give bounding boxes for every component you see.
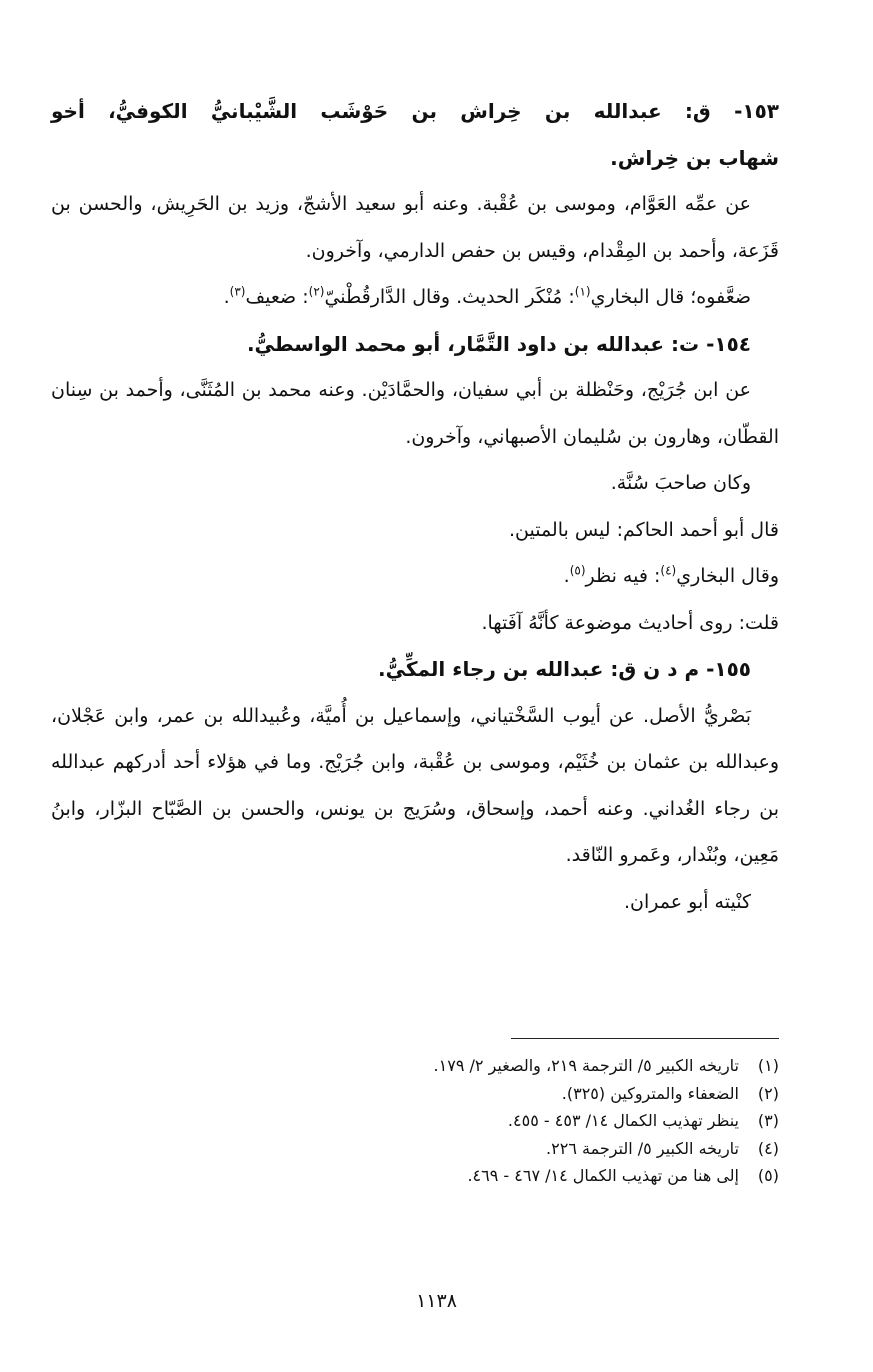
entry-154-paragraph-4 — [51, 553, 779, 600]
footnote-text: الضعفاء والمتروكين (٣٢٥). — [561, 1083, 739, 1103]
entry-153-p2-part-b: : مُنْكَر الحديث. وقال الدَّارقُطْنيّ — [324, 286, 575, 308]
footnote-divider — [511, 1038, 779, 1039]
footnote-text: إلى هنا من تهذيب الكمال ١٤/ ٤٦٧ - ٤٦٩. — [467, 1166, 739, 1185]
page-number: ١١٣٨ — [416, 1290, 457, 1312]
entry-153-p2-part-c: : ضعيف — [245, 286, 309, 308]
entry-154-paragraph-3: قال أبو أحمد الحاكم: ليس بالمتين. — [508, 518, 779, 541]
entry-153-heading-line2: شهاب بن خِراش. — [610, 145, 779, 170]
footnotes — [51, 1052, 779, 1190]
entry-155-heading: ١٥٥- م د ن ق: عبدالله بن رجاء المكِّيُّ. — [378, 657, 751, 681]
footnote-text: ينظر تهذيب الكمال ١٤/ ٤٥٣ - ٤٥٥. — [507, 1111, 739, 1130]
footnote-4 — [51, 1135, 779, 1163]
footnote-text: تاريخه الكبير ٥/ الترجمة ٢٢٦. — [546, 1138, 739, 1158]
footnote-ref-3: (٣) — [229, 284, 246, 299]
footnote-number: (٤) — [757, 1138, 779, 1158]
entry-153-paragraph-1: عن عمِّه العَوَّام، وموسى بن عُقْبة. وعنه أبو سعيد الأشجّ، وزيد بن الحَرِيش، والحسن بن قَزَعة، وأحمد بن المِقْدام، وقيس بن حفص الدارمي، وآخرون. — [51, 193, 779, 262]
footnote-5 — [51, 1162, 779, 1190]
entry-155-paragraph-1: بَصْريُّ الأصل. عن أيوب السَّخْتياني، وإسماعيل بن أُميَّة، وعُبيدالله بن عمر، وابن عَجْلان، وعبدالله بن عثمان بن خُثَيْم، وموسى بن عُقْبة، وابن جُرَيْج. وما في هؤلاء أحد أدركهم عبدالله بن رجاء الغُداني. وعنه أحمد، وإسحاق، وسُرَيج بن يونس، والحسن بن الصَّبّاح البزّار، وابنُ مَعِين، وبُنْدار، وعَمرو النّاقد. — [51, 704, 779, 866]
entry-154-p4-part-c: . — [563, 565, 570, 587]
entry-155-paragraph-2: كنْيته أبو عمران. — [624, 890, 751, 913]
footnote-number: (١) — [757, 1056, 779, 1075]
footnote-ref-4: (٤) — [660, 563, 677, 578]
footnote-2 — [51, 1080, 779, 1108]
entry-153-paragraph-2 — [51, 274, 779, 321]
entry-154-paragraph-1: عن ابن جُرَيْج، وحَنْظلة بن أبي سفيان، والحمَّادَيْن. وعنه محمد بن المُثَنَّى، وأحمد بن سِنان القطّان، وهارون بن سُليمان الأصبهاني، وآخرون. — [51, 379, 779, 448]
footnote-number: (٣) — [757, 1111, 779, 1130]
entry-154-paragraph-5: قلت: روى أحاديث موضوعة كأنَّهُ آفَتها. — [481, 611, 779, 634]
footnote-ref-1: (١) — [574, 284, 591, 299]
entry-154-p4-part-a: وقال البخاري — [676, 565, 779, 587]
entry-153-heading-line1: ١٥٣- ق: عبدالله بن خِراش بن حَوْشَب الشَّيْبانيُّ الكوفيُّ، أخو — [51, 99, 779, 123]
entry-153-p2-part-a: ضعَّفوه؛ قال البخاري — [590, 286, 751, 308]
entry-154-heading: ١٥٤- ت: عبدالله بن داود التَّمَّار، أبو محمد الواسطيُّ. — [246, 331, 751, 356]
footnote-number: (٢) — [757, 1083, 779, 1103]
main-text — [51, 88, 779, 925]
footnote-number: (٥) — [757, 1166, 779, 1185]
entry-153-p2-part-d: . — [223, 286, 230, 308]
entry-154-p4-part-b: : فيه نظر — [585, 565, 661, 587]
footnote-ref-2: (٢) — [308, 284, 325, 299]
entry-154-paragraph-2: وكان صاحبَ سُنَّة. — [610, 472, 751, 494]
footnote-text: تاريخه الكبير ٥/ الترجمة ٢١٩، والصغير ٢/ ١٧٩. — [433, 1056, 739, 1075]
footnote-ref-5: (٥) — [569, 563, 586, 578]
footnote-1 — [51, 1052, 779, 1080]
footnote-3 — [51, 1107, 779, 1135]
